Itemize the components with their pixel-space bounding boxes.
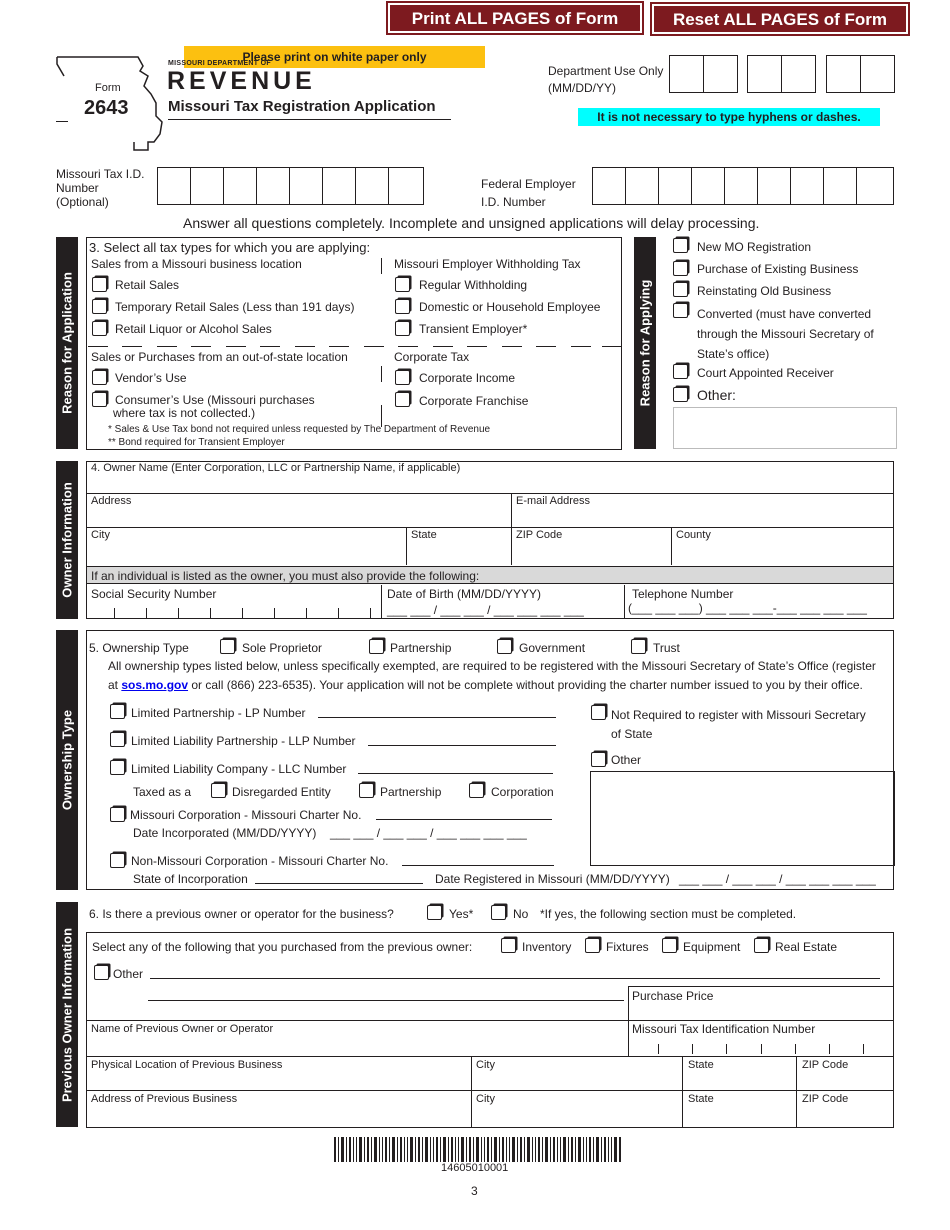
barcode: [334, 1137, 622, 1162]
retail-liquor-checkbox[interactable]: [92, 321, 107, 336]
corporate-franchise-label: Corporate Franchise: [419, 394, 529, 408]
fixtures-checkbox[interactable]: [585, 938, 600, 953]
taxed-partnership-label: Partnership: [380, 785, 442, 799]
temporary-retail-sales-label: Temporary Retail Sales (Less than 191 days): [115, 300, 355, 314]
reason-for-application-sidebar: Reason for Application: [56, 237, 78, 449]
previous-address-label: Address of Previous Business: [91, 1093, 238, 1105]
corporate-franchise-checkbox[interactable]: [395, 392, 410, 407]
dept-use-format: (MM/DD/YY): [548, 81, 616, 95]
phone-input[interactable]: (___ ___ ___) ___ ___ ___-___ ___ ___ ___: [628, 601, 867, 615]
vendors-use-label: Vendor’s Use: [115, 371, 187, 385]
previous-owner-no-checkbox[interactable]: [491, 905, 506, 920]
reset-all-pages-button[interactable]: Reset ALL PAGES of Form: [654, 6, 906, 32]
owner-information-sidebar: Owner Information: [56, 461, 78, 619]
llc-label: Limited Liability Company - LLC Number: [131, 762, 347, 776]
purchase-existing-business-checkbox[interactable]: [673, 261, 688, 276]
disregarded-entity-checkbox[interactable]: [211, 783, 226, 798]
consumers-use-checkbox[interactable]: [92, 392, 107, 407]
bond-note-2: ** Bond required for Transient Employer: [108, 437, 285, 448]
reason-for-applying-sidebar: Reason for Applying: [634, 237, 656, 449]
corporate-income-label: Corporate Income: [419, 371, 516, 385]
purchase-price-label: Purchase Price: [632, 989, 714, 1003]
llc-number-input[interactable]: [358, 773, 553, 774]
withholding-heading: Missouri Employer Withholding Tax: [394, 257, 581, 271]
trust-label: Trust: [653, 641, 680, 655]
purchased-other-input-2[interactable]: [148, 1000, 624, 1001]
owner-city-label: City: [91, 529, 110, 541]
hyphen-notice: It is not necessary to type hyphens or dashes.: [578, 108, 880, 126]
owner-name-label: 4. Owner Name (Enter Corporation, LLC or Partnership Name, if applicable): [91, 462, 461, 474]
not-required-label: Not Required to register with Missouri Secretary of State: [611, 708, 866, 741]
equipment-checkbox[interactable]: [662, 938, 677, 953]
dept-use-label: Department Use Only: [548, 64, 664, 78]
corporate-tax-heading: Corporate Tax: [394, 350, 470, 364]
inventory-label: Inventory: [522, 940, 572, 954]
out-of-state-heading: Sales or Purchases from an out-of-state location: [91, 350, 348, 364]
equipment-label: Equipment: [683, 940, 741, 954]
taxed-partnership-checkbox[interactable]: [359, 783, 374, 798]
previous-owner-yes-note: *If yes, the following section must be completed.: [540, 907, 797, 921]
previous-owner-yes-label: Yes*: [449, 907, 474, 921]
purchased-other-label: Other: [113, 967, 144, 981]
tax-types-question: 3. Select all tax types for which you are applying:: [89, 240, 371, 255]
physical-location-city-label: City: [476, 1059, 495, 1071]
individual-notice-row: [87, 566, 893, 584]
ssn-label: Social Security Number: [91, 587, 217, 601]
purchased-other-input-1[interactable]: [150, 978, 880, 979]
converted-label: Converted (must have converted through the Missouri Secretary of State’s office): [697, 307, 874, 361]
ownership-other-label: Other: [611, 753, 642, 767]
new-mo-registration-label: New MO Registration: [697, 240, 812, 254]
reinstating-business-checkbox[interactable]: [673, 282, 688, 297]
previous-owner-yes-checkbox[interactable]: [427, 905, 442, 920]
previous-address-zip-label: ZIP Code: [802, 1093, 849, 1105]
non-missouri-corporation-checkbox[interactable]: [110, 853, 125, 868]
reason-other-checkbox[interactable]: [673, 387, 688, 402]
phone-label: Telephone Number: [632, 587, 734, 601]
court-appointed-receiver-checkbox[interactable]: [673, 364, 688, 379]
mo-tax-id-previous-label: Missouri Tax Identification Number: [632, 1022, 816, 1036]
not-required-checkbox[interactable]: [591, 705, 606, 720]
partnership-label: Partnership: [390, 641, 452, 655]
fixtures-label: Fixtures: [606, 940, 649, 954]
instruction-text: Answer all questions completely. Incomplete and unsigned applications will delay processing.: [183, 215, 760, 231]
state-of-incorporation-input[interactable]: [255, 883, 423, 884]
print-all-pages-button[interactable]: Print ALL PAGES of Form: [390, 5, 640, 31]
reason-other-input[interactable]: [673, 407, 897, 449]
disregarded-entity-label: Disregarded Entity: [232, 785, 331, 799]
sos-link[interactable]: sos.mo.gov: [121, 678, 189, 692]
owner-county-label: County: [676, 529, 711, 541]
sales-heading: Sales from a Missouri business location: [91, 257, 302, 271]
previous-owner-name-label: Name of Previous Owner or Operator: [91, 1023, 274, 1035]
transient-employer-label: Transient Employer*: [419, 322, 528, 336]
previous-address-city-label: City: [476, 1093, 495, 1105]
lp-label: Limited Partnership - LP Number: [131, 706, 306, 720]
lp-checkbox[interactable]: [110, 704, 125, 719]
household-employee-label: Domestic or Household Employee: [419, 300, 601, 314]
llc-checkbox[interactable]: [110, 760, 125, 775]
ownership-type-question: 5. Ownership Type: [89, 641, 189, 655]
owner-email-label: E-mail Address: [516, 495, 590, 507]
temporary-retail-sales-checkbox[interactable]: [92, 299, 107, 314]
government-checkbox[interactable]: [497, 639, 512, 654]
page-number: 3: [471, 1184, 478, 1198]
bond-note-1: * Sales & Use Tax bond not required unless requested by The Department of Revenue: [108, 424, 491, 435]
date-registered-label: Date Registered in Missouri (MM/DD/YYYY): [435, 872, 670, 886]
purchased-other-checkbox[interactable]: [94, 965, 109, 980]
previous-address-state-label: State: [688, 1093, 714, 1105]
retail-sales-checkbox[interactable]: [92, 277, 107, 292]
corporate-income-checkbox[interactable]: [395, 370, 410, 385]
dob-label: Date of Birth (MM/DD/YYYY): [387, 587, 542, 601]
missouri-charter-input[interactable]: [376, 819, 552, 820]
dob-input[interactable]: ___ ___ / ___ ___ / ___ ___ ___ ___: [387, 603, 584, 617]
fein-label: Federal Employer I.D. Number: [481, 177, 576, 209]
taxed-corporation-checkbox[interactable]: [469, 783, 484, 798]
date-incorporated-label: Date Incorporated (MM/DD/YYYY): [133, 826, 317, 840]
new-mo-registration-checkbox[interactable]: [673, 238, 688, 253]
ownership-other-input[interactable]: [590, 771, 895, 866]
missouri-corporation-label: Missouri Corporation - Missouri Charter No.: [130, 808, 362, 822]
lp-number-input[interactable]: [318, 717, 556, 718]
partnership-checkbox[interactable]: [369, 639, 384, 654]
purchased-prompt: Select any of the following that you purchased from the previous owner:: [92, 940, 473, 954]
real-estate-checkbox[interactable]: [754, 938, 769, 953]
trust-checkbox[interactable]: [631, 639, 646, 654]
regular-withholding-checkbox[interactable]: [395, 277, 410, 292]
court-appointed-receiver-label: Court Appointed Receiver: [697, 366, 834, 380]
non-missouri-corporation-label: Non-Missouri Corporation - Missouri Charter No.: [131, 854, 389, 868]
ownership-other-checkbox[interactable]: [591, 752, 606, 767]
sole-proprietor-label: Sole Proprietor: [242, 641, 323, 655]
household-employee-checkbox[interactable]: [395, 299, 410, 314]
owner-name-input[interactable]: [87, 476, 893, 493]
date-incorporated-input[interactable]: ___ ___ / ___ ___ / ___ ___ ___ ___: [330, 826, 527, 840]
registration-paragraph-1: All ownership types listed below, unless specifically exempted, are required to be registered with the Missouri Secretary of State’s Office (register: [108, 659, 876, 673]
print-notice: Please print on white paper only: [184, 46, 485, 68]
form-label: Form: [95, 82, 121, 94]
ownership-type-sidebar: Ownership Type: [56, 630, 78, 890]
regular-withholding-label: Regular Withholding: [419, 278, 528, 292]
owner-state-label: State: [411, 529, 437, 541]
agency-small-text: MISSOURI DEPARTMENT OF: [168, 60, 271, 67]
converted-checkbox[interactable]: [673, 303, 688, 318]
vendors-use-checkbox[interactable]: [92, 370, 107, 385]
missouri-corporation-checkbox[interactable]: [110, 807, 125, 822]
revenue-logo: REVENUE: [167, 67, 316, 95]
registration-paragraph-2: at sos.mo.gov or call (866) 223-6535). Your application will not be complete without providing the charter number issued to you by their office.: [108, 678, 863, 692]
consumers-use-label: Consumer’s Use (Missouri purchases where tax is not collected.): [113, 393, 315, 420]
physical-location-state-label: State: [688, 1059, 714, 1071]
inventory-checkbox[interactable]: [501, 938, 516, 953]
individual-notice: If an individual is listed as the owner, you must also provide the following:: [91, 569, 480, 583]
form-number: 2643: [84, 97, 129, 119]
reinstating-business-label: Reinstating Old Business: [697, 284, 832, 298]
reason-other-label: Other:: [697, 387, 736, 403]
previous-owner-sidebar: Previous Owner Information: [56, 902, 78, 1127]
state-of-incorporation-label: State of Incorporation: [133, 872, 248, 886]
real-estate-label: Real Estate: [775, 940, 838, 954]
retail-liquor-label: Retail Liquor or Alcohol Sales: [115, 322, 272, 336]
owner-zip-label: ZIP Code: [516, 529, 563, 541]
previous-owner-question: 6. Is there a previous owner or operator for the business?: [89, 907, 394, 921]
mo-tax-id-label: Missouri Tax I.D. Number (Optional): [56, 167, 145, 209]
llp-checkbox[interactable]: [110, 732, 125, 747]
owner-address-label: Address: [91, 495, 132, 507]
sole-proprietor-checkbox[interactable]: [220, 639, 235, 654]
non-missouri-charter-input[interactable]: [402, 865, 554, 866]
taxed-corporation-label: Corporation: [491, 785, 554, 799]
physical-location-zip-label: ZIP Code: [802, 1059, 849, 1071]
physical-location-label: Physical Location of Previous Business: [91, 1059, 283, 1071]
purchase-existing-business-label: Purchase of Existing Business: [697, 262, 859, 276]
government-label: Government: [519, 641, 586, 655]
barcode-number: 14605010001: [441, 1162, 509, 1174]
transient-employer-checkbox[interactable]: [395, 321, 410, 336]
llp-label: Limited Liability Partnership - LLP Number: [131, 734, 356, 748]
previous-owner-no-label: No: [513, 907, 529, 921]
llp-number-input[interactable]: [368, 745, 556, 746]
date-registered-input[interactable]: ___ ___ / ___ ___ / ___ ___ ___ ___: [679, 872, 876, 886]
retail-sales-label: Retail Sales: [115, 278, 180, 292]
form-title: Missouri Tax Registration Application: [168, 98, 436, 115]
taxed-as-label: Taxed as a: [133, 785, 192, 799]
